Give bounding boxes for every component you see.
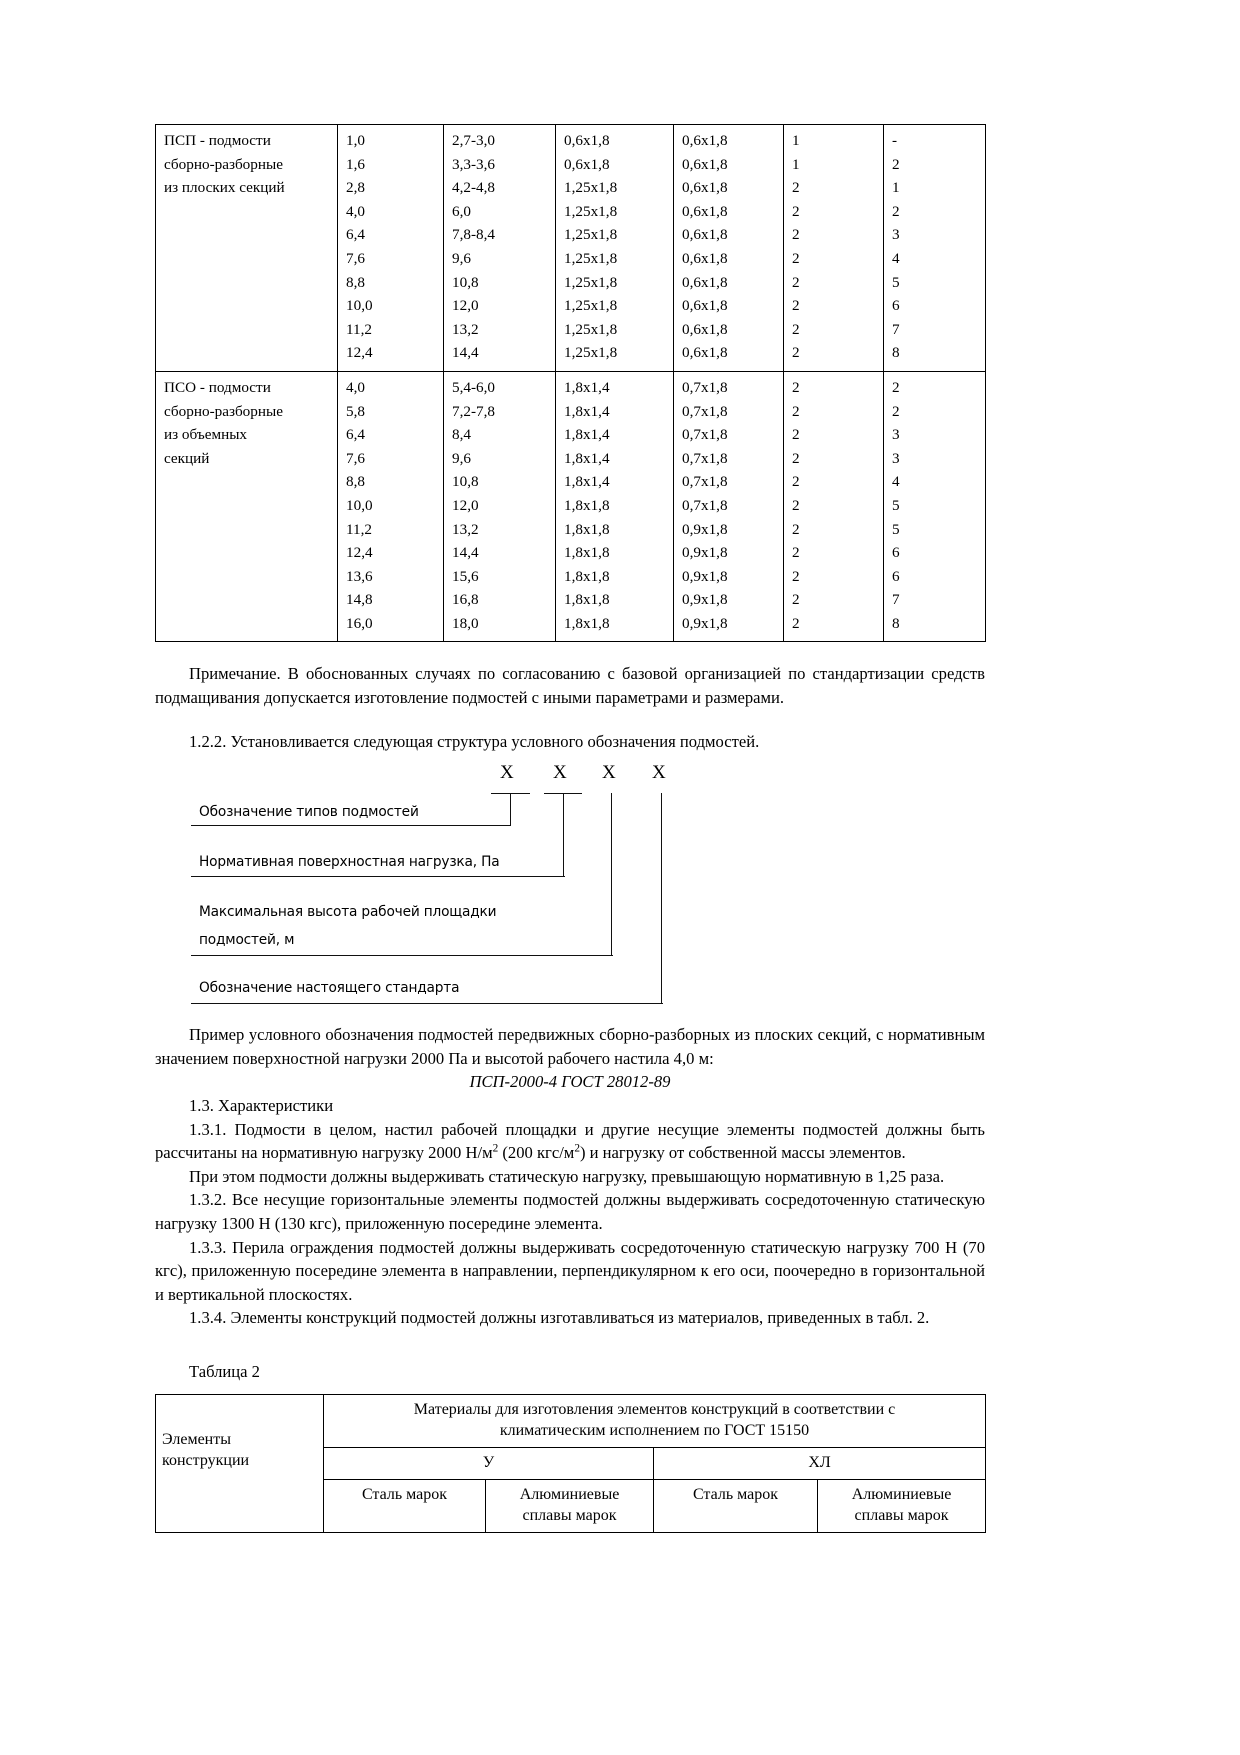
value: 2,8 [346,179,365,197]
leader-line-top-2 [544,793,582,794]
type-name-line: сборно-разборные [164,402,283,420]
materials-header-line2: климатическим исполнением по ГОСТ 15150 [499,1421,810,1439]
clause-1-3-1-text-b: (200 кгс/м [498,1143,575,1163]
value: 8 [892,614,900,632]
value: 0,6х1,8 [564,155,610,173]
clause-1-3-2: 1.3.2. Все несущие горизонтальные элементы подмостей должны выдерживать сосредоточенную статическую нагрузку 1300 Н (130 кгс), приложенную посередине элемента. [155,1190,985,1233]
value: 16,8 [452,591,479,609]
table-row [156,371,986,642]
value: 5,4-6,0 [452,378,496,396]
value: 8,8 [346,473,365,491]
value: 8,4 [452,426,471,444]
value: 0,6х1,8 [682,155,728,173]
elements-header-line2: конструкции [162,1451,250,1469]
value: 0,6х1,8 [564,132,610,149]
value: 1 [792,132,800,149]
cell-materials-header [324,1394,986,1447]
value: 0,9х1,8 [682,567,728,585]
leader-line-top-1 [491,793,530,794]
cell-climate-hl: ХЛ [654,1447,986,1479]
value: 3,3-3,6 [452,155,496,173]
clause-1-3-1-text-a: 1.3.1. Подмости в целом, настил рабочей площадки и другие несущие элементы подмостей должны быть рассчитаны на нормативную нагрузку 2000 Н/м [155,1119,985,1163]
value: 2 [792,567,800,585]
clause-1-3-4: 1.3.4. Элементы конструкций подмостей должны изготавливаться из материалов, приведенных в табл. 2. [189,1308,930,1328]
type-name-line: из объемных [164,426,247,444]
value: 1,0 [346,132,365,149]
value: 8,8 [346,273,365,291]
value: 9,6 [452,449,471,467]
diagram-label-type: Обозначение типов подмостей [199,803,419,821]
value: 0,6х1,8 [682,320,728,338]
cell-count-a [784,371,884,642]
cell-section-sizes [674,125,784,372]
note-paragraph: Примечание. В обоснованных случаях по согласованию с базовой организацией по стандартизации средств подмащивания допускается изготовление подмостей с иными параметрами и размерами. [155,664,985,708]
value: 0,9х1,8 [682,544,728,562]
value: 5 [892,273,900,291]
cell-deck-sizes [556,371,674,642]
leader-line-underline-1 [191,825,511,826]
value: 0,7х1,8 [682,449,728,467]
value: 12,4 [346,344,373,362]
value: 1,8х1,4 [564,426,610,444]
value: 1,25х1,8 [564,344,618,362]
value: 7 [892,591,900,609]
example-intro: Пример условного обозначения подмостей передвижных сборно-разборных из плоских секций, с нормативным значением поверхностной нагрузки 2000 Па и высотой рабочего настила 4,0 м: [155,1025,985,1068]
table-row [156,125,986,372]
value: 0,7х1,8 [682,426,728,444]
cell-subheader-steel-hl [654,1479,818,1532]
x-placeholder: Х [652,762,666,784]
cell-subheader-alloy-u [486,1479,654,1532]
value: 13,2 [452,520,479,538]
value: 0,6х1,8 [682,297,728,315]
value: 2 [792,273,800,291]
value: 7,2-7,8 [452,402,496,420]
value: 1,25х1,8 [564,249,618,267]
leader-line-vertical-4 [661,793,662,1004]
value: 2 [792,591,800,609]
leader-line-underline-4 [191,1003,663,1004]
value: 2 [792,614,800,632]
value: 0,7х1,8 [682,496,728,514]
clause-1-3-1 [155,1118,985,1165]
value: 2 [792,520,800,538]
cell-heights [338,125,444,372]
clause-1-3-heading: 1.3. Характеристики [189,1096,334,1116]
value: 1,8х1,4 [564,402,610,420]
value: - [892,132,898,149]
value: 1,8х1,4 [564,449,610,467]
cell-deck-sizes [556,125,674,372]
value: 2 [892,155,900,173]
value: 0,7х1,8 [682,402,728,420]
value: 1,8х1,4 [564,473,610,491]
value: 1 [892,179,900,197]
diagram-label-load: Нормативная поверхностная нагрузка, Па [199,853,500,871]
value: 3 [892,226,900,244]
page-content [155,124,985,1533]
diagram-label-height-1: Максимальная высота рабочей площадки [199,903,497,921]
value: 12,0 [452,297,479,315]
value: 1,25х1,8 [564,202,618,220]
value: 10,8 [452,273,479,291]
cell-subheader-alloy-hl [818,1479,986,1532]
type-name-line: из плоских секций [164,179,285,197]
diagram-label-standard: Обозначение настоящего стандарта [199,979,460,997]
scaffold-parameters-table [155,124,986,642]
value: 1,25х1,8 [564,226,618,244]
value: 3 [892,426,900,444]
cell-subheader-steel-u [324,1479,486,1532]
value: 2 [792,473,800,491]
subheader-line2: сплавы марок [522,1506,617,1524]
value: 2 [792,249,800,267]
value: 1,6 [346,155,365,173]
cell-count-b [884,371,986,642]
value: 6,0 [452,202,471,220]
leader-line-vertical-3 [611,793,612,956]
elements-header-line1: Элементы [162,1430,231,1448]
x-placeholder-row [155,763,985,789]
cell-type-name [156,125,338,372]
value: 4 [892,249,900,267]
value: 14,8 [346,591,373,609]
value: 0,6х1,8 [682,179,728,197]
value: 1,8х1,8 [564,496,610,514]
subheader-line2: сплавы марок [854,1506,949,1524]
cell-total-heights [444,125,556,372]
superscript-unit-1: 2 [492,1142,499,1155]
value: 1,25х1,8 [564,179,618,197]
leader-line-underline-3 [191,955,613,956]
designation-structure-diagram [155,763,985,1013]
type-name-line: ПСП - подмости [164,132,271,149]
leader-line-underline-2 [191,876,565,877]
clause-1-3-3: 1.3.3. Перила ограждения подмостей должны выдерживать сосредоточенную статическую нагрузку 700 Н (70 кгс), приложенную посередине элемента в направлении, перпендикулярном к его оси, поочередно в горизонтальной и вертикальной плоскостях. [155,1237,985,1304]
value: 5,8 [346,402,365,420]
x-placeholder: Х [500,762,514,784]
value: 10,8 [452,473,479,491]
value: 11,2 [346,520,373,538]
type-name-line: ПСО - подмости [164,378,271,396]
value: 4,0 [346,378,365,396]
cell-count-a [784,125,884,372]
value: 0,6х1,8 [682,226,728,244]
cell-elements-header [156,1394,324,1532]
value: 7 [892,320,900,338]
example-designation: ПСП-2000-4 ГОСТ 28012-89 [469,1072,671,1092]
value: 1,8х1,8 [564,567,610,585]
value: 1,25х1,8 [564,297,618,315]
x-placeholder: Х [602,762,616,784]
superscript-unit-2: 2 [574,1142,580,1155]
value: 0,9х1,8 [682,591,728,609]
value: 0,6х1,8 [682,202,728,220]
value: 2 [792,344,800,362]
value: 1,8х1,8 [564,614,610,632]
value: 7,6 [346,449,365,467]
value: 1,25х1,8 [564,273,618,291]
clause-1-3-1-text-c: ) и нагрузку от собственной массы элементов. [579,1143,906,1163]
subheader-line1: Алюминиевые [851,1485,952,1503]
value: 0,6х1,8 [682,273,728,291]
value: 8 [892,344,900,362]
value: 2 [792,202,800,220]
leader-line-vertical-1 [510,793,511,826]
value: 3 [892,449,900,467]
cell-total-heights [444,371,556,642]
value: 6,4 [346,226,365,244]
value: 2 [892,202,900,220]
value: 0,7х1,8 [682,378,728,396]
value: 2 [892,378,900,396]
materials-header-line1: Материалы для изготовления элементов конструкций в соответствии с [413,1400,896,1418]
leader-line-vertical-2 [563,793,564,877]
value: 1,8х1,8 [564,544,610,562]
value: 2 [792,402,800,420]
subheader-line1: Алюминиевые [519,1485,620,1503]
value: 13,6 [346,567,373,585]
value: 2 [792,297,800,315]
diagram-label-height-2: подмостей, м [199,931,295,949]
subheader-line1: Сталь марок [692,1485,779,1503]
value: 6 [892,567,900,585]
value: 2 [792,544,800,562]
value: 2 [792,496,800,514]
value: 9,6 [452,249,471,267]
value: 2 [792,449,800,467]
value: 6 [892,544,900,562]
value: 15,6 [452,567,479,585]
value: 14,4 [452,344,479,362]
cell-heights [338,371,444,642]
value: 2 [792,426,800,444]
value: 1,8х1,4 [564,378,610,396]
subheader-line1: Сталь марок [361,1485,448,1503]
value: 13,2 [452,320,479,338]
value: 2 [792,226,800,244]
value: 6 [892,297,900,315]
table-row [156,1394,986,1447]
value: 0,9х1,8 [682,520,728,538]
value: 7,6 [346,249,365,267]
clause-1-2-2: 1.2.2. Установливается следующая структура условного обозначения подмостей. [189,731,760,751]
value: 4,0 [346,202,365,220]
value: 14,4 [452,544,479,562]
value: 1,8х1,8 [564,520,610,538]
value: 7,8-8,4 [452,226,496,244]
value: 18,0 [452,614,479,632]
value: 10,0 [346,297,373,315]
value: 5 [892,520,900,538]
value: 4,2-4,8 [452,179,496,197]
table2-caption: Таблица 2 [189,1361,260,1381]
value: 2,7-3,0 [452,132,496,149]
value: 11,2 [346,320,373,338]
value: 2 [892,402,900,420]
clause-1-3-1-note: При этом подмости должны выдерживать статическую нагрузку, превышающую нормативную в 1,25 раза. [189,1166,945,1186]
value: 12,4 [346,544,373,562]
value: 6,4 [346,426,365,444]
value: 1 [792,155,800,173]
value: 10,0 [346,496,373,514]
cell-type-name [156,371,338,642]
value: 0,6х1,8 [682,249,728,267]
type-name-line: сборно-разборные [164,155,283,173]
value: 5 [892,496,900,514]
value: 1,25х1,8 [564,320,618,338]
value: 2 [792,320,800,338]
value: 1,8х1,8 [564,591,610,609]
x-placeholder: Х [553,762,567,784]
cell-climate-u: У [324,1447,654,1479]
cell-section-sizes [674,371,784,642]
value: 16,0 [346,614,373,632]
value: 2 [792,179,800,197]
cell-count-b [884,125,986,372]
materials-table [155,1394,986,1533]
type-name-line: секций [164,449,210,467]
value: 0,9х1,8 [682,614,728,632]
value: 2 [792,378,800,396]
value: 0,6х1,8 [682,132,728,149]
value: 4 [892,473,900,491]
value: 0,6х1,8 [682,344,728,362]
value: 0,7х1,8 [682,473,728,491]
value: 12,0 [452,496,479,514]
